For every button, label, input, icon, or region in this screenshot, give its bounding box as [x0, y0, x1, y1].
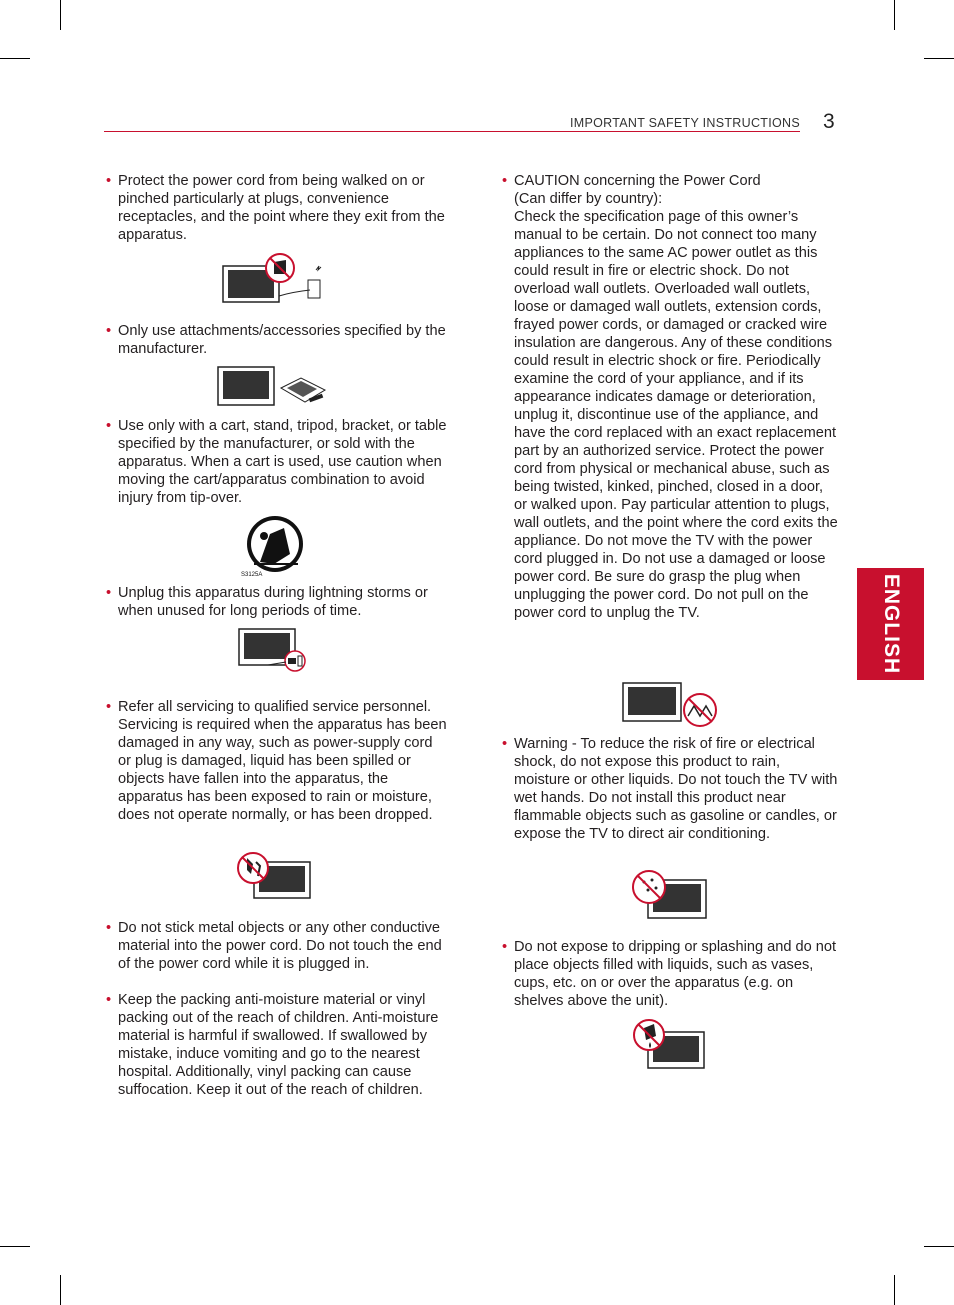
caution-title: CAUTION concerning the Power Cord — [514, 173, 761, 189]
illustration-no-liquids-icon — [632, 1018, 708, 1070]
header-rule — [104, 131, 800, 132]
bullet-unplug-lightning: • Unplug this apparatus during lightning storms or when unused for long periods of time. — [106, 585, 428, 619]
bullet-power-cord-protect: • Protect the power cord from being walked on or pinched particularly at plugs, convenience receptacles, and the point where they exit from the apparatus. — [106, 173, 445, 243]
warning-body: - To reduce the risk of fire or electrical shock, do not expose this product to rain, moisture or other liquids. Do not touch the TV with wet hands. Do not install this product near flammable objects such as gasoline or candles, or expose the TV to direct air conditioning. — [514, 736, 838, 842]
bullet-metal-objects: • Do not stick metal objects or any other conductive material into the power cord. Do not touch the end of the power cord while it is plugged in. — [106, 920, 442, 972]
crop-mark — [60, 0, 61, 30]
language-tab — [857, 568, 924, 680]
language-tab-label: ENGLISH — [879, 573, 903, 675]
bullet-cart-stand: • Use only with a cart, stand, tripod, bracket, or table specified by the manufacturer, or sold with the apparatus. When a cart is used, use caution when moving the cart/apparatus combination to avoid injury from tip-over. — [106, 418, 447, 506]
illustration-cart-tipover-icon — [240, 514, 306, 578]
warning-label: Warning — [514, 736, 568, 752]
bullet-warning-moisture: • Warning - To reduce the risk of fire or electrical shock, do not expose this product to rain, moisture or other liquids. Do not touch the TV with wet hands. Do not install this product near flammable objects such as gasoline or candles, or expose the TV to direct air conditioning. — [502, 736, 838, 842]
page-number: 3 — [823, 110, 835, 133]
illustration-accessories-icon — [217, 366, 329, 408]
caution-subtitle: (Can differ by country): — [514, 191, 663, 207]
bullet-power-cord-caution: • CAUTION concerning the Power Cord (Can differ by country): Check the specification page of this owner’s manual to be certain. Do not connect too many appliances to the same AC power outlet as this could result in fire or electric shock. Do not overload wall outlets. Overloaded wall outlets, loose or damaged wall outlets, extension cords, frayed power cords, or damaged or cracked wire insulation are dangerous. Any of these conditions could result in electric shock or fire. Periodically examine the cord of your appliance, and if its appearance indicates damage or deterioration, unplug it, discontinue use of the appliance, and have the cord replaced with an exact replacement part by an authorized service. Protect the power cord from physical or mechanical abuse, such as being twisted, kinked, pinched, closed in a door, or walked upon. Pay particular attention to plugs, wall outlets, and the point where the cord exits the appliance. Do not move the TV with the power cord plugged in. Do not use a damaged or loose power cord. Be sure do grasp the plug when unplugging the power cord. Do not pull on the power cord to unplug the TV. — [502, 173, 838, 621]
cart-label: S3125A — [241, 572, 263, 578]
illustration-no-self-service-icon — [236, 852, 312, 902]
crop-mark — [60, 1275, 61, 1305]
crop-mark — [0, 58, 30, 59]
crop-mark — [894, 1275, 895, 1305]
crop-mark — [924, 58, 954, 59]
crop-mark — [0, 1246, 30, 1247]
crop-mark — [924, 1246, 954, 1247]
section-title: IMPORTANT SAFETY INSTRUCTIONS — [569, 116, 800, 130]
illustration-cord-damage-icon — [622, 682, 720, 728]
bullet-accessories: • Only use attachments/accessories specified by the manufacturer. — [106, 323, 446, 357]
illustration-unplug-icon — [238, 628, 308, 676]
illustration-no-rain-icon — [630, 870, 708, 920]
bullet-anti-moisture: • Keep the packing anti-moisture material or vinyl packing out of the reach of children. Anti-moisture material is harmful if swallowed. If swallowed by mistake, induce vomiting and go to the nearest hospital. Additionally, vinyl packing can cause suffocation. Keep it out of the reach of children. — [106, 992, 439, 1098]
illustration-power-cord-icon — [222, 252, 332, 306]
bullet-dripping-splashing: • Do not expose to dripping or splashing and do not place objects filled with liquids, such as vases, cups, etc. on or over the apparatus (e.g. on shelves above the unit). — [502, 939, 837, 1009]
caution-body: Check the specification page of this owner’s manual to be certain. Do not connect too many appliances to the same AC power outlet as this could result in fire or electric shock. Do not overload wall outlets. Overloaded wall outlets, loose or damaged wall outlets, extension cords, frayed power cords, or damaged or cracked wire insulation are dangerous. Any of these conditions could result in electric shock or fire. Periodically examine the cord of your appliance, and if its appearance indicates damage or deterioration, unplug it, discontinue use of the appliance, and have the cord replaced with an exact replacement part by an authorized service. Protect the power cord from physical or mechanical abuse, such as being twisted, kinked, pinched, closed in a door, or walked upon. Pay particular attention to plugs, wall outlets, and the point where the cord exits the appliance. Do not move the TV with the power cord plugged in. Do not use a damaged or loose power cord. Be sure do grasp the plug when unplugging the power cord. Do not pull on the power cord to unplug the TV. — [514, 209, 838, 621]
bullet-servicing: • Refer all servicing to qualified service personnel. Servicing is required when the apparatus has been damaged in any way, such as power-supply cord or plug is damaged, liquid has been spilled or objects have fallen into the apparatus, the apparatus has been exposed to rain or moisture, does not operate normally, or has been dropped. — [106, 699, 447, 823]
crop-mark — [894, 0, 895, 30]
